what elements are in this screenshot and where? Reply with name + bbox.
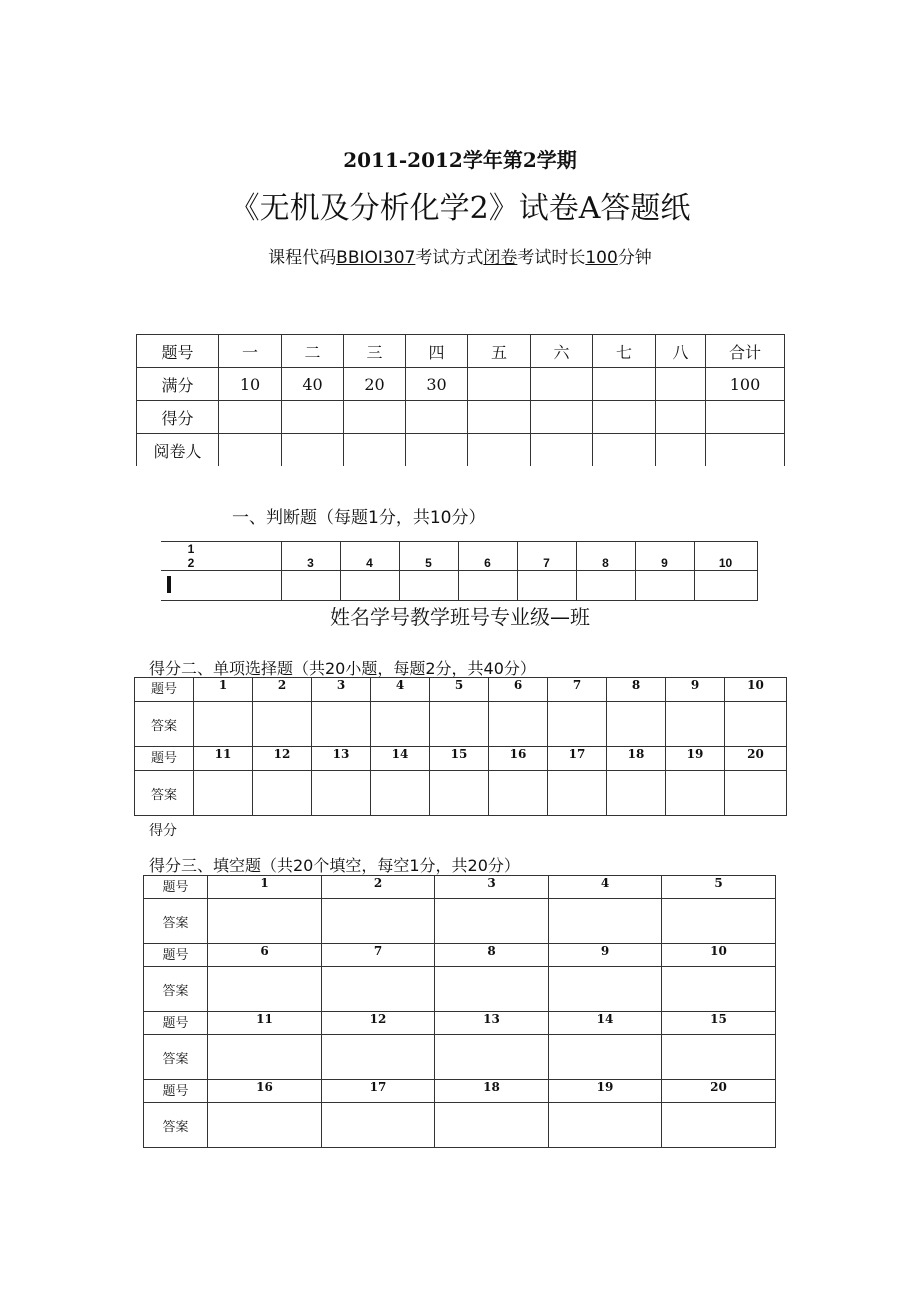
grader-input-cell[interactable]: [593, 434, 656, 467]
tf-answer-cell[interactable]: [340, 571, 399, 601]
tf-answer-cell[interactable]: [635, 571, 694, 601]
tf-number: 4: [340, 542, 399, 571]
fb-number: 2: [322, 876, 435, 899]
scored-row: [137, 401, 785, 434]
fb-answer-cell[interactable]: [322, 1103, 435, 1148]
grader-input-cell[interactable]: [406, 434, 468, 467]
mc-question-label: 题号: [135, 747, 194, 771]
mc-answer-cell[interactable]: [548, 771, 607, 816]
grader-input-cell[interactable]: [282, 434, 344, 467]
mc-answer-row: [135, 771, 787, 816]
multiple-choice-answer-table: [134, 677, 787, 816]
course-info: [0, 243, 920, 268]
mc-answer-cell[interactable]: [666, 702, 725, 747]
fb-answer-cell[interactable]: [662, 1035, 776, 1080]
fb-answer-cell[interactable]: [435, 899, 549, 944]
mc-number: 2: [253, 678, 312, 702]
fb-number: 15: [662, 1012, 776, 1035]
fb-answer-cell[interactable]: [208, 1103, 322, 1148]
mc-answer-cell[interactable]: [548, 702, 607, 747]
fb-question-label: 题号: [144, 1012, 208, 1035]
fb-number: 12: [322, 1012, 435, 1035]
mc-number: 13: [312, 747, 371, 771]
exam-duration-label: 考试时长: [517, 248, 586, 268]
fb-number-row: [144, 944, 776, 967]
tf-answer-cell[interactable]: [576, 571, 635, 601]
mc-answer-cell[interactable]: [371, 702, 430, 747]
exam-duration: 100: [585, 248, 618, 268]
tf-number: 5: [399, 542, 458, 571]
tf-answer-cell[interactable]: [399, 571, 458, 601]
score-input-cell[interactable]: [531, 401, 593, 434]
mc-answer-row: [135, 702, 787, 747]
fb-answer-label: 答案: [144, 1035, 208, 1080]
mc-number: 11: [194, 747, 253, 771]
cell-question-no: 题号: [137, 335, 219, 368]
mc-number: 6: [489, 678, 548, 702]
fb-number: 13: [435, 1012, 549, 1035]
tf-number: 2: [187, 556, 195, 570]
cell-value: 30: [406, 368, 468, 401]
student-info-banner: 姓名学号教学班号专业级—班: [330, 605, 590, 629]
mc-answer-label: 答案: [135, 702, 194, 747]
fb-number: 17: [322, 1080, 435, 1103]
fb-number: 18: [435, 1080, 549, 1103]
tf-number: 3: [281, 542, 340, 571]
cell-total: 合计: [706, 335, 785, 368]
tf-answer-cell[interactable]: [281, 571, 340, 601]
mc-answer-cell[interactable]: [666, 771, 725, 816]
mc-number-row: [135, 678, 787, 702]
fb-answer-row: [144, 967, 776, 1012]
grader-input-cell[interactable]: [656, 434, 706, 467]
mc-number: 14: [371, 747, 430, 771]
cell-part: 三: [344, 335, 406, 368]
full-marks-row: [137, 368, 785, 401]
fb-question-label: 题号: [144, 1080, 208, 1103]
mc-answer-cell[interactable]: [312, 771, 371, 816]
mc-number: 15: [430, 747, 489, 771]
grader-input-cell[interactable]: [531, 434, 593, 467]
grader-input-cell[interactable]: [344, 434, 406, 467]
score-summary-table: [136, 334, 785, 466]
exam-method-label: 考试方式: [415, 248, 484, 268]
fb-answer-cell[interactable]: [435, 1035, 549, 1080]
fb-answer-cell[interactable]: [322, 967, 435, 1012]
score-input-cell[interactable]: [593, 401, 656, 434]
score-input-cell[interactable]: [468, 401, 531, 434]
section2-title: 得分二、单项选择题（共20小题，每题2分，共40分）: [149, 659, 536, 678]
mc-number: 7: [548, 678, 607, 702]
mc-answer-cell[interactable]: [489, 702, 548, 747]
fb-number-row: [144, 876, 776, 899]
mc-answer-cell[interactable]: [371, 771, 430, 816]
cell-label: 满分: [137, 368, 219, 401]
cell-part: 七: [593, 335, 656, 368]
exam-duration-unit: 分钟: [617, 248, 652, 268]
fb-question-label: 题号: [144, 944, 208, 967]
course-code-label: 课程代码: [268, 248, 337, 268]
fb-answer-label: 答案: [144, 899, 208, 944]
mc-answer-cell[interactable]: [489, 771, 548, 816]
score-label: 得分: [149, 823, 177, 839]
score-header-row: [137, 335, 785, 368]
fb-number: 14: [549, 1012, 662, 1035]
fb-number: 3: [435, 876, 549, 899]
grader-row: [137, 434, 785, 467]
fb-answer-cell[interactable]: [322, 899, 435, 944]
grader-input-cell[interactable]: [706, 434, 785, 467]
fb-answer-cell[interactable]: [662, 1103, 776, 1148]
fb-number: 19: [549, 1080, 662, 1103]
fb-answer-row: [144, 899, 776, 944]
fb-answer-cell[interactable]: [208, 967, 322, 1012]
cell-part: 四: [406, 335, 468, 368]
cell-value: 100: [706, 368, 785, 401]
mc-answer-cell[interactable]: [607, 702, 666, 747]
mc-number: 18: [607, 747, 666, 771]
course-code: BBIOI307: [336, 248, 416, 268]
fb-answer-cell[interactable]: [435, 1103, 549, 1148]
text-cursor-mark: [167, 576, 171, 593]
mc-number: 9: [666, 678, 725, 702]
fb-answer-row: [144, 1103, 776, 1148]
fb-answer-cell[interactable]: [662, 899, 776, 944]
cell-part: 一: [219, 335, 282, 368]
true-false-answer-table: [161, 541, 758, 601]
fb-answer-cell[interactable]: [549, 1103, 662, 1148]
cell-value: 10: [219, 368, 282, 401]
tf-numbers-1-2: [161, 542, 281, 571]
cell-value: 40: [282, 368, 344, 401]
cell-part: 六: [531, 335, 593, 368]
exam-method: 闭卷: [483, 248, 518, 268]
page-title: 《无机及分析化学2》试卷A答题纸: [229, 191, 691, 226]
fb-answer-cell[interactable]: [549, 967, 662, 1012]
tf-number-row: [161, 542, 757, 571]
mc-question-label: 题号: [135, 678, 194, 702]
mc-number: 1: [194, 678, 253, 702]
score-input-cell[interactable]: [219, 401, 282, 434]
fb-number: 6: [208, 944, 322, 967]
mc-number: 5: [430, 678, 489, 702]
fb-answer-cell[interactable]: [208, 1035, 322, 1080]
cell-label: 得分: [137, 401, 219, 434]
mc-answer-cell[interactable]: [725, 771, 787, 816]
fb-number-row: [144, 1012, 776, 1035]
tf-number: 1: [187, 542, 195, 556]
fb-answer-label: 答案: [144, 967, 208, 1012]
score-input-cell[interactable]: [344, 401, 406, 434]
fb-answer-cell[interactable]: [549, 899, 662, 944]
tf-number: 7: [517, 542, 576, 571]
mc-answer-cell[interactable]: [430, 702, 489, 747]
tf-answer-cell[interactable]: [517, 571, 576, 601]
tf-number: 9: [635, 542, 694, 571]
fb-number: 5: [662, 876, 776, 899]
tf-number: 8: [576, 542, 635, 571]
mc-number-row: [135, 747, 787, 771]
tf-answer-cell[interactable]: [161, 571, 281, 601]
fb-answer-label: 答案: [144, 1103, 208, 1148]
section3-title: 得分三、填空题（共20个填空，每空1分，共20分）: [149, 856, 520, 875]
cell-value: 20: [344, 368, 406, 401]
cell-part: 二: [282, 335, 344, 368]
grader-input-cell[interactable]: [468, 434, 531, 467]
mc-answer-cell[interactable]: [194, 702, 253, 747]
mc-number: 3: [312, 678, 371, 702]
fill-blank-answer-table: [143, 875, 776, 1148]
mc-answer-cell[interactable]: [607, 771, 666, 816]
fb-number: 4: [549, 876, 662, 899]
tf-answer-row: [161, 571, 757, 601]
mc-answer-cell[interactable]: [725, 702, 787, 747]
fb-number: 16: [208, 1080, 322, 1103]
mc-number: 4: [371, 678, 430, 702]
tf-number: 6: [458, 542, 517, 571]
fb-number: 10: [662, 944, 776, 967]
fb-answer-cell[interactable]: [662, 967, 776, 1012]
score-input-cell[interactable]: [282, 401, 344, 434]
fb-number: 7: [322, 944, 435, 967]
cell-value: [593, 368, 656, 401]
mc-number: 12: [253, 747, 312, 771]
cell-value: [468, 368, 531, 401]
cell-label: 阅卷人: [137, 434, 219, 467]
fb-number: 9: [549, 944, 662, 967]
fb-number: 11: [208, 1012, 322, 1035]
section1-title: 一、判断题（每题1分，共10分）: [232, 508, 486, 528]
cell-part: 五: [468, 335, 531, 368]
grader-input-cell[interactable]: [219, 434, 282, 467]
mc-answer-cell[interactable]: [194, 771, 253, 816]
score-input-cell[interactable]: [706, 401, 785, 434]
fb-answer-cell[interactable]: [208, 899, 322, 944]
mc-answer-label: 答案: [135, 771, 194, 816]
tf-number: 10: [694, 542, 757, 571]
mc-number: 16: [489, 747, 548, 771]
cell-value: [656, 368, 706, 401]
mc-number: 20: [725, 747, 787, 771]
fb-answer-cell[interactable]: [322, 1035, 435, 1080]
mc-answer-cell[interactable]: [253, 702, 312, 747]
cell-part: 八: [656, 335, 706, 368]
fb-answer-cell[interactable]: [549, 1035, 662, 1080]
tf-answer-cell[interactable]: [458, 571, 517, 601]
mc-answer-cell[interactable]: [253, 771, 312, 816]
fb-question-label: 题号: [144, 876, 208, 899]
tf-answer-cell[interactable]: [694, 571, 757, 601]
mc-number: 17: [548, 747, 607, 771]
fb-number: 8: [435, 944, 549, 967]
score-input-cell[interactable]: [656, 401, 706, 434]
fb-answer-cell[interactable]: [435, 967, 549, 1012]
fb-number: 20: [662, 1080, 776, 1103]
fb-number-row: [144, 1080, 776, 1103]
semester-heading: 2011-2012学年第2学期: [343, 148, 577, 172]
mc-answer-cell[interactable]: [312, 702, 371, 747]
mc-answer-cell[interactable]: [430, 771, 489, 816]
cell-value: [531, 368, 593, 401]
fb-number: 1: [208, 876, 322, 899]
score-input-cell[interactable]: [406, 401, 468, 434]
mc-number: 19: [666, 747, 725, 771]
mc-number: 10: [725, 678, 787, 702]
mc-number: 8: [607, 678, 666, 702]
fb-answer-row: [144, 1035, 776, 1080]
